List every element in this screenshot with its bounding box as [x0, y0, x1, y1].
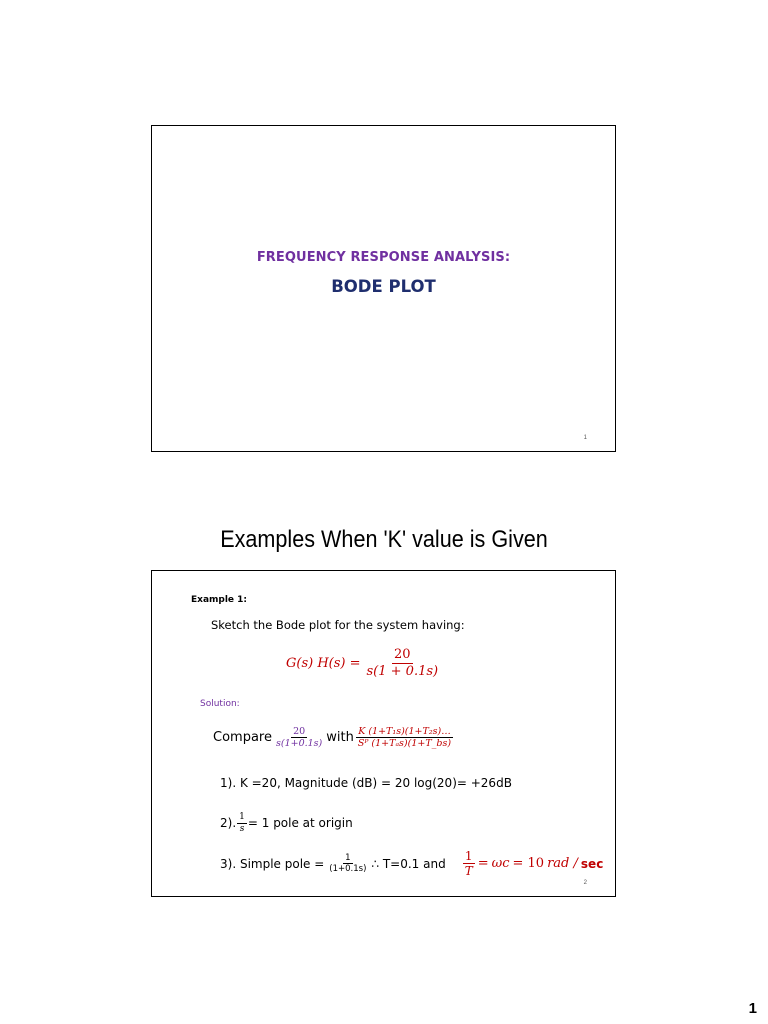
- step-3-unit: rad /: [547, 856, 578, 872]
- step-3-value: = 10: [512, 856, 545, 872]
- slide-1: [151, 125, 616, 452]
- step-2-fraction: [237, 812, 247, 835]
- tf-numerator: 20: [394, 647, 411, 662]
- step-3-prefix: 3). Simple pole =: [220, 856, 325, 871]
- step-3-frac-den: (1+0.1s): [329, 864, 367, 875]
- step-3-fraction-2: [463, 849, 475, 879]
- step-2-prefix: 2).: [220, 816, 237, 831]
- compare-fraction-1: [274, 726, 324, 750]
- step-3-unit-bold: sec: [580, 856, 604, 871]
- slide-title: FREQUENCY RESPONSE ANALYSIS:: [256, 250, 511, 265]
- compare-line: [213, 726, 453, 750]
- transfer-function: [286, 647, 440, 679]
- solution-label: Solution:: [200, 699, 240, 709]
- corner-frequency-expression: [463, 849, 604, 879]
- compare-frac1-num: 20: [293, 726, 306, 737]
- with-word: with: [326, 730, 354, 746]
- step-3-frac2-den: T: [464, 864, 473, 879]
- step-3-equals: =: [477, 856, 489, 872]
- compare-fraction-2: [356, 726, 453, 750]
- step-2-frac-num: 1: [239, 812, 245, 822]
- step-2: [220, 812, 353, 835]
- slide-page-number: 1: [583, 435, 587, 441]
- instruction-text: Sketch the Bode plot for the system having:: [211, 618, 465, 632]
- step-2-frac-den: s: [239, 823, 245, 834]
- section-heading: Examples When 'K' value is Given: [220, 526, 548, 553]
- compare-frac1-den: s(1+0.1s): [275, 738, 323, 750]
- step-1: 1). K =20, Magnitude (dB) = 20 log(20)= +26dB: [220, 776, 512, 790]
- page-number: 1: [748, 1000, 757, 1017]
- compare-word: Compare: [213, 730, 272, 746]
- transfer-function-fraction: [365, 647, 441, 679]
- step-3-frac-num: 1: [345, 853, 351, 864]
- transfer-function-lhs: G(s) H(s) =: [286, 655, 361, 671]
- step-3: [220, 849, 603, 879]
- slide-page-number: 2: [583, 880, 587, 886]
- step-2-suffix: = 1 pole at origin: [247, 816, 353, 831]
- tf-denominator: s(1 + 0.1s): [366, 663, 439, 679]
- step-3-frac2-num: 1: [464, 849, 473, 863]
- example-label: Example 1:: [191, 595, 248, 605]
- slide-2: [151, 570, 616, 897]
- step-3-fraction: [327, 853, 368, 874]
- omega-symbol: ωc: [491, 856, 510, 872]
- slide-subtitle: BODE PLOT: [331, 277, 436, 296]
- step-3-therefore: ∴ T=0.1 and: [371, 856, 446, 871]
- compare-frac2-den: Sᴾ (1+Tₐs)(1+T_bs): [357, 738, 452, 750]
- compare-frac2-num: K (1+T₁s)(1+T₂s)…: [358, 726, 451, 737]
